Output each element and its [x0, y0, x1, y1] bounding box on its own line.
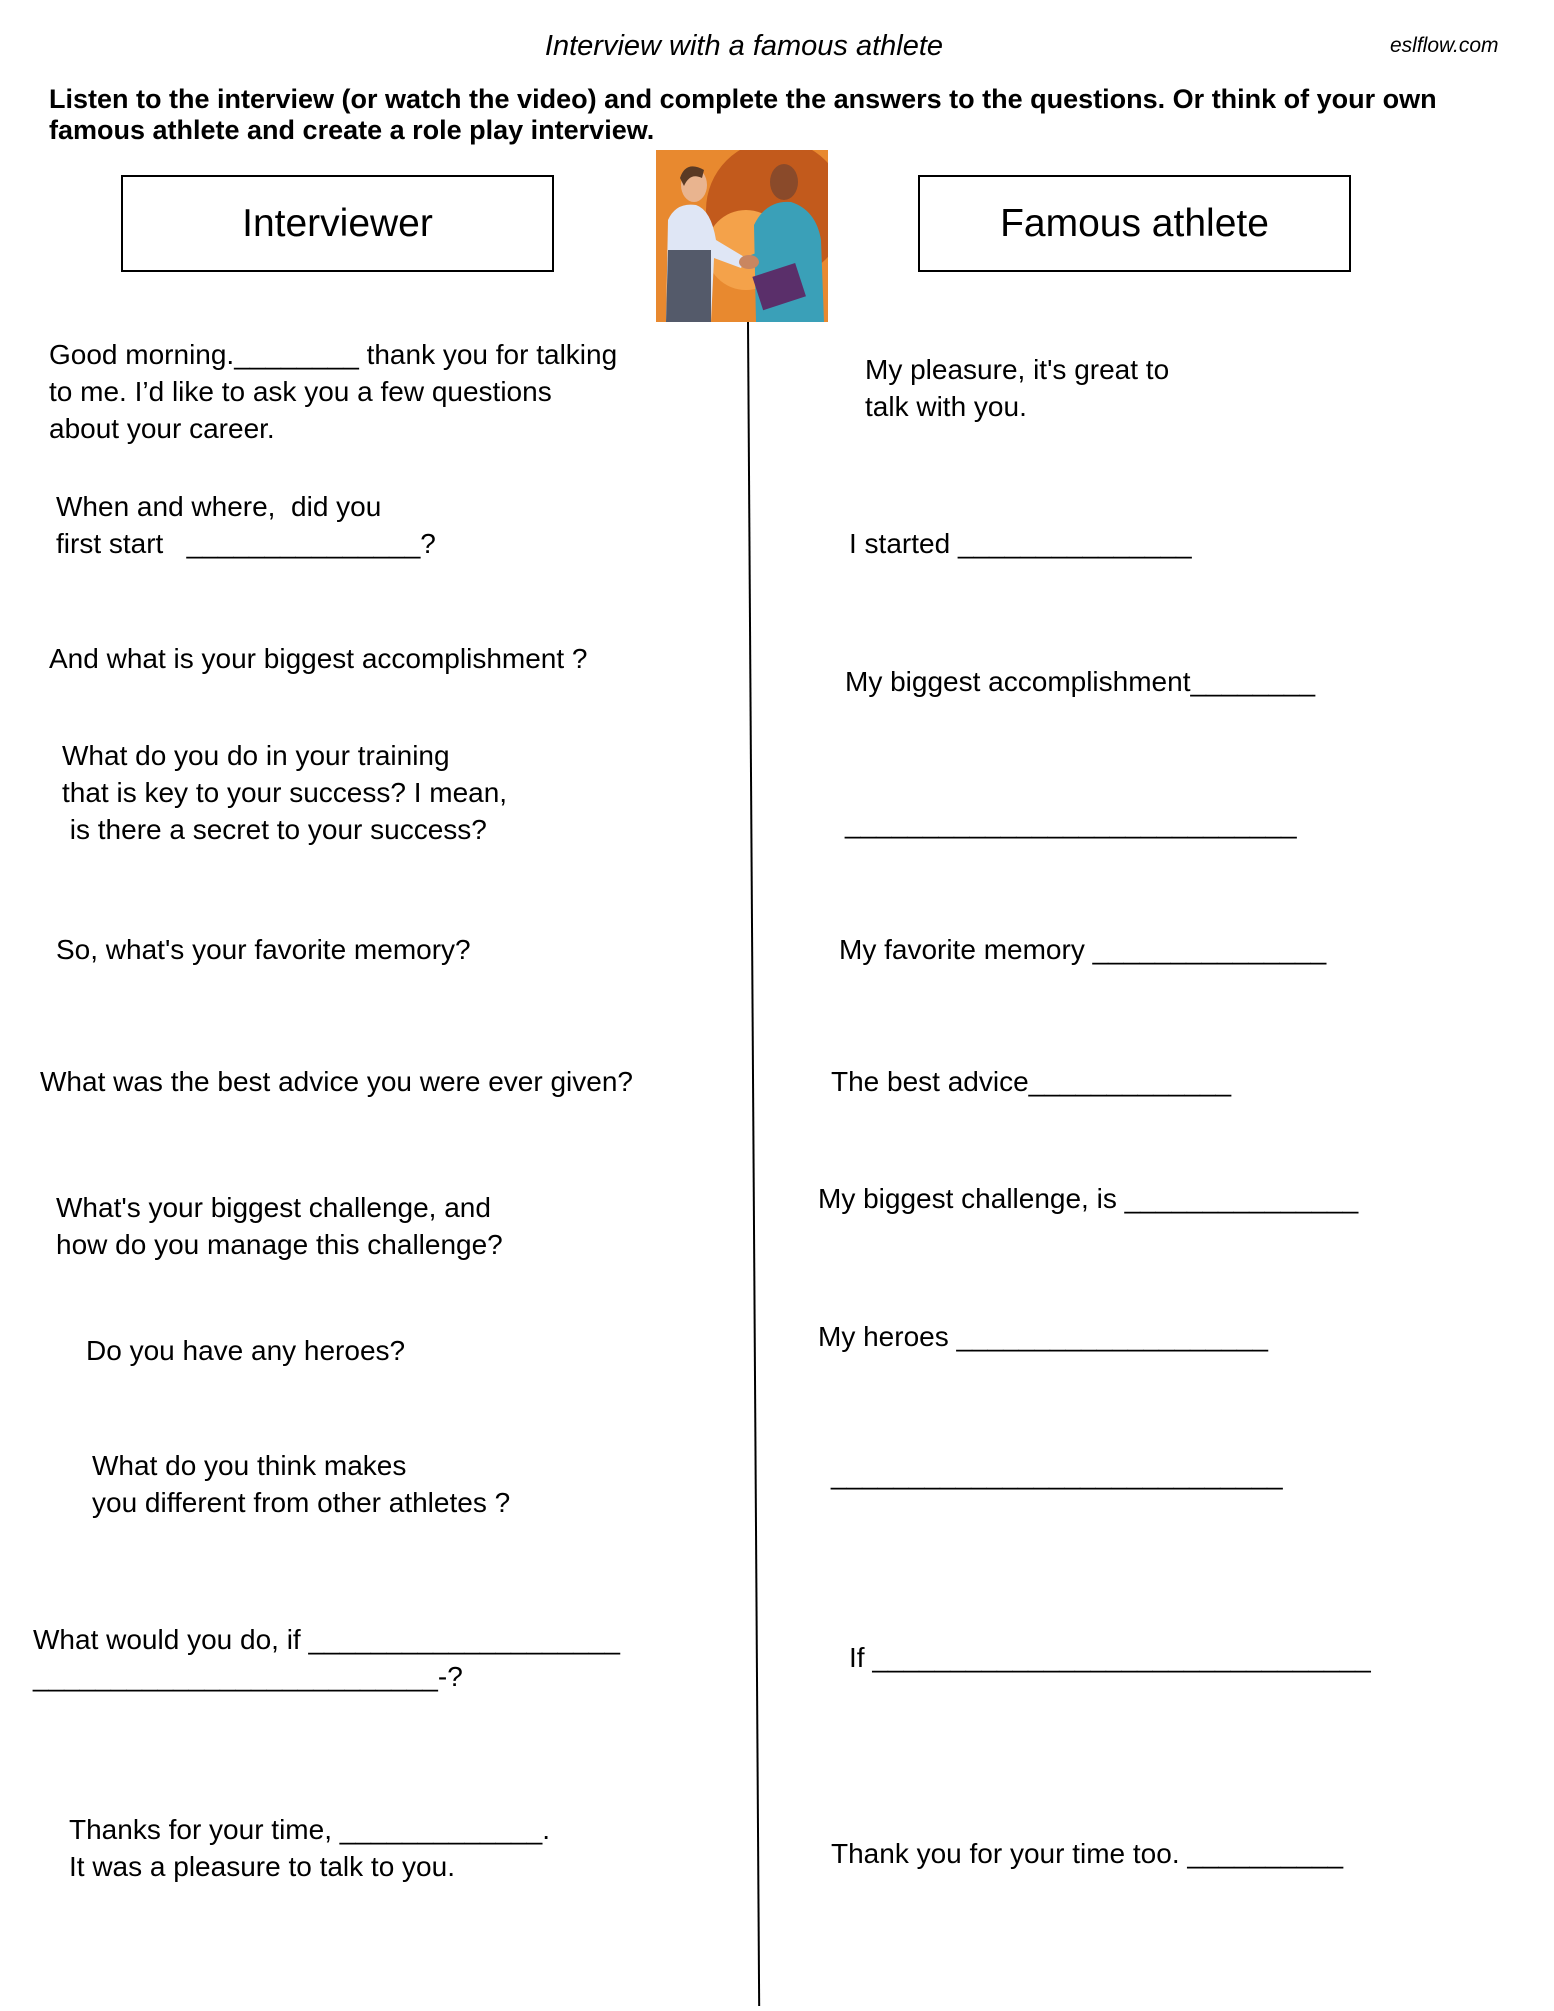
- athlete-line-5: My favorite memory _______________: [839, 934, 1327, 965]
- interviewer-line-9: What do you think makes you different from other athletes ?: [92, 1450, 511, 1518]
- interviewer-heading-box: [121, 175, 554, 272]
- athlete-line-2: I started _______________: [849, 528, 1192, 559]
- athlete-line-11: Thank you for your time too. __________: [831, 1838, 1344, 1869]
- interviewer-line-7: What's your biggest challenge, and how do you manage this challenge?: [56, 1192, 503, 1260]
- site-watermark: eslflow.com: [1390, 34, 1499, 57]
- interviewer-line-1: Good morning.________ thank you for talking to me. I’d like to ask you a few questions about your career.: [49, 339, 618, 444]
- interviewer-line-2: When and where, did you first start _______________?: [56, 491, 436, 559]
- athlete-line-6: The best advice_____________: [831, 1066, 1232, 1097]
- handshake-illustration-icon: [656, 150, 828, 322]
- interviewer-heading: Interviewer: [242, 201, 433, 245]
- interviewer-line-3: And what is your biggest accomplishment ?: [49, 643, 588, 674]
- interviewer-line-11: Thanks for your time, _____________. It was a pleasure to talk to you.: [69, 1814, 550, 1882]
- athlete-heading-box: [918, 175, 1351, 272]
- athlete-heading: Famous athlete: [1000, 201, 1269, 245]
- athlete-line-4: _____________________________: [845, 808, 1297, 839]
- athlete-line-3: My biggest accomplishment________: [845, 666, 1316, 697]
- instructions: Listen to the interview (or watch the video) and complete the answers to the questions. Or think of your own famous athlete and create a role play interview.: [49, 84, 1437, 145]
- interviewer-line-5: So, what's your favorite memory?: [56, 934, 471, 965]
- interviewer-line-4: What do you do in your training that is key to your success? I mean, is there a secret to your success?: [62, 740, 508, 845]
- column-divider: [747, 322, 760, 2006]
- worksheet-title: Interview with a famous athlete: [544, 30, 944, 62]
- athlete-line-10: If ________________________________: [849, 1642, 1371, 1673]
- interviewer-line-8: Do you have any heroes?: [86, 1335, 406, 1366]
- interviewer-line-6: What was the best advice you were ever given?: [40, 1066, 633, 1097]
- athlete-line-9: _____________________________: [831, 1459, 1283, 1490]
- athlete-line-8: My heroes ____________________: [818, 1321, 1268, 1352]
- athlete-line-1: My pleasure, it's great to talk with you.: [865, 354, 1170, 422]
- athlete-line-7: My biggest challenge, is _______________: [818, 1183, 1359, 1214]
- interviewer-line-10: What would you do, if ____________________ __________________________-?: [33, 1624, 620, 1692]
